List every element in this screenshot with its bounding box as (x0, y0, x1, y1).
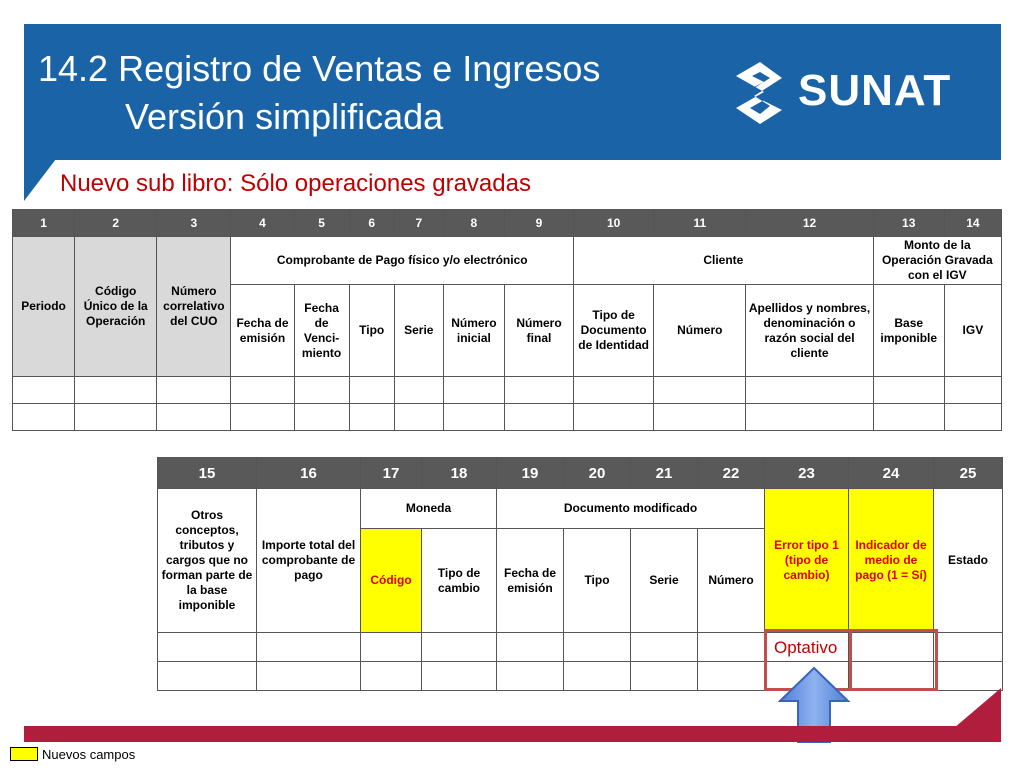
header-periodo: Periodo (13, 237, 75, 377)
group-header-row (13, 237, 1002, 285)
column-number: 8 (443, 210, 504, 237)
footer-banner (24, 726, 1001, 742)
table-row (13, 404, 1002, 431)
column-number: 10 (574, 210, 654, 237)
empty-cell (422, 662, 497, 691)
empty-cell (257, 633, 361, 662)
header-moneda-group: Moneda (361, 489, 497, 529)
sunat-logo-text: SUNAT (798, 66, 952, 115)
header-correlativo: Número correlativo del CUO (157, 237, 231, 377)
column-number: 15 (158, 458, 257, 489)
empty-cell (422, 633, 497, 662)
column-number: 13 (873, 210, 944, 237)
empty-cell (349, 404, 394, 431)
empty-cell (294, 404, 349, 431)
column-number: 1 (13, 210, 75, 237)
subtitle: Nuevo sub libro: Sólo operaciones gravadas (60, 170, 531, 197)
column-number: 25 (934, 458, 1003, 489)
empty-cell (574, 377, 654, 404)
slide-title: 14.2 Registro de Ventas e Ingresos (38, 48, 601, 89)
empty-cell (294, 377, 349, 404)
column-number: 22 (698, 458, 765, 489)
empty-cell (934, 633, 1003, 662)
empty-cell (443, 377, 504, 404)
header-error-tipo-1: Error tipo 1 (tipo de cambio) (765, 489, 849, 633)
column-number: 4 (231, 210, 294, 237)
empty-cell (504, 377, 573, 404)
header-documento-modificado-group: Documento modificado (497, 489, 765, 529)
header-serie: Serie (631, 529, 698, 633)
column-number: 17 (361, 458, 422, 489)
header-importe-total: Importe total del comprobante de pago (257, 489, 361, 633)
empty-cell (157, 404, 231, 431)
header-igv: IGV (944, 285, 1001, 377)
empty-cell (231, 377, 294, 404)
column-number: 23 (765, 458, 849, 489)
header-base-imponible: Base imponible (873, 285, 944, 377)
header-numero: Número (654, 285, 746, 377)
legend-label: Nuevos campos (42, 747, 136, 762)
empty-cell (746, 377, 873, 404)
empty-cell (257, 662, 361, 691)
header-estado: Estado (934, 489, 1003, 633)
table-row (13, 377, 1002, 404)
empty-cell (698, 662, 765, 691)
slide-title-line2: Versión simplificada (125, 96, 444, 137)
column-number: 11 (654, 210, 746, 237)
empty-cell (934, 662, 1003, 691)
empty-cell (631, 662, 698, 691)
empty-cell (231, 404, 294, 431)
header-numero-inicial: Número inicial (443, 285, 504, 377)
header-fecha-emision: Fecha de emisión (231, 285, 294, 377)
empty-cell (746, 404, 873, 431)
column-number: 16 (257, 458, 361, 489)
empty-cell (944, 404, 1001, 431)
header-serie: Serie (394, 285, 443, 377)
header-fecha-emision: Fecha de emisión (497, 529, 564, 633)
empty-cell (349, 377, 394, 404)
header-tipo-documento: Tipo de Documento de Identidad (574, 285, 654, 377)
column-number: 20 (564, 458, 631, 489)
empty-cell (873, 377, 944, 404)
empty-cell (157, 377, 231, 404)
header-otros-conceptos: Otros conceptos, tributos y cargos que no forman parte de la base imponible (158, 489, 257, 633)
column-number: 24 (849, 458, 934, 489)
empty-cell (361, 633, 422, 662)
empty-cell (564, 633, 631, 662)
empty-cell (497, 633, 564, 662)
empty-cell (158, 633, 257, 662)
empty-cell (873, 404, 944, 431)
footer-banner-tail (954, 688, 1001, 728)
empty-cell (75, 377, 157, 404)
column-number: 9 (504, 210, 573, 237)
header-indicador-medio-pago: Indicador de medio de pago (1 = Sí) (849, 489, 934, 633)
header-fecha-vencimiento: Fecha de Venci-miento (294, 285, 349, 377)
empty-cell (394, 377, 443, 404)
empty-cell (75, 404, 157, 431)
sunat-logo-icon (730, 60, 792, 126)
empty-cell (13, 377, 75, 404)
column-number: 7 (394, 210, 443, 237)
optional-highlight-box-24 (849, 629, 938, 691)
empty-cell (443, 404, 504, 431)
empty-cell (361, 662, 422, 691)
column-number: 6 (349, 210, 394, 237)
header-numero-final: Número final (504, 285, 573, 377)
column-number-row (158, 458, 1003, 489)
header-monto-group: Monto de la Operación Gravada con el IGV (873, 237, 1001, 285)
optativo-label: Optativo (774, 638, 838, 657)
column-number: 2 (75, 210, 157, 237)
header-cliente-group: Cliente (574, 237, 874, 285)
column-number: 14 (944, 210, 1001, 237)
empty-cell (394, 404, 443, 431)
group-header-row (158, 489, 1003, 529)
sales-register-table-1 (12, 209, 1002, 431)
empty-cell (698, 633, 765, 662)
column-number: 3 (157, 210, 231, 237)
empty-cell (158, 662, 257, 691)
sunat-logo (730, 58, 980, 128)
empty-cell (654, 404, 746, 431)
header-banner-tail (24, 159, 56, 201)
header-apellidos: Apellidos y nombres, denominación o razón social del cliente (746, 285, 873, 377)
empty-cell (631, 633, 698, 662)
empty-cell (944, 377, 1001, 404)
column-number-row (13, 210, 1002, 237)
legend-swatch (10, 747, 38, 761)
empty-cell (654, 377, 746, 404)
header-codigo: Código (361, 529, 422, 633)
column-number: 18 (422, 458, 497, 489)
empty-cell (504, 404, 573, 431)
header-tipo: Tipo (564, 529, 631, 633)
empty-cell (564, 662, 631, 691)
header-cuo: Código Único de la Operación (75, 237, 157, 377)
column-number: 19 (497, 458, 564, 489)
column-number: 21 (631, 458, 698, 489)
header-tipo-cambio: Tipo de cambio (422, 529, 497, 633)
header-numero: Número (698, 529, 765, 633)
column-number: 12 (746, 210, 873, 237)
empty-cell (497, 662, 564, 691)
empty-cell (574, 404, 654, 431)
empty-cell (13, 404, 75, 431)
header-tipo: Tipo (349, 285, 394, 377)
column-number: 5 (294, 210, 349, 237)
header-comprobante-group: Comprobante de Pago físico y/o electrónico (231, 237, 574, 285)
